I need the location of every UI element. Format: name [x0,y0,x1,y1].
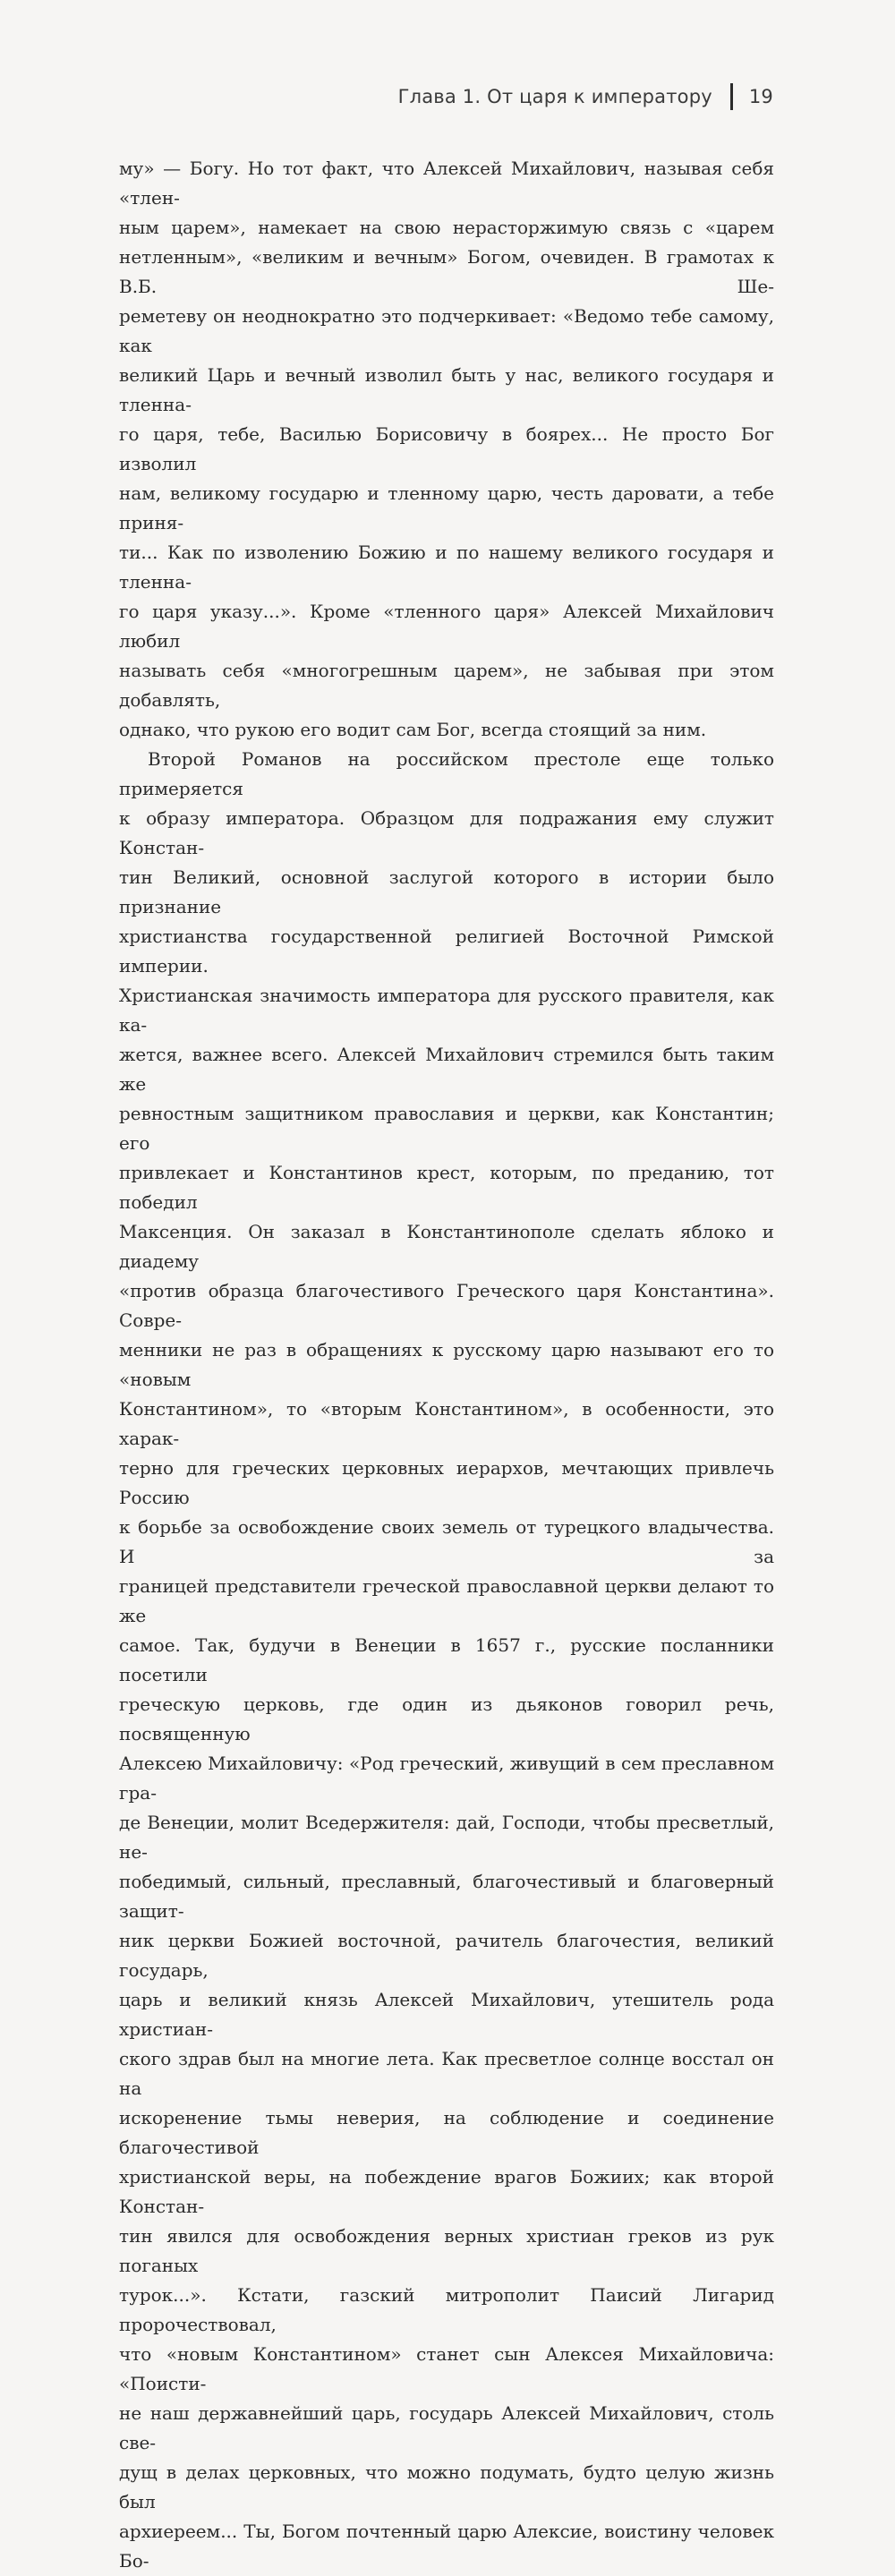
text-line: искоренение тьмы неверия, на соблюдение и соединение благочестивой [119,2107,774,2158]
text-line: христианства государственной религией Восточной Римской империи. [119,925,774,977]
text-line: однако, что рукою его водит сам Бог, всегда стоящий за ним. [119,719,707,740]
text-line: реметеву он неоднократно это подчеркивает: «Ведомо тебе самому, как [119,305,774,356]
text-line: дущ в делах церковных, что можно подумать, будто целую жизнь был [119,2461,774,2512]
text-line: границей представители греческой православной церкви делают то же [119,1575,774,1626]
text-line: Алексею Михайловичу: «Род греческий, живущий в сем преславном гра- [119,1753,774,1804]
text-line: нам, великому государю и тленному царю, честь даровати, а тебе приня- [119,482,774,533]
text-line: менники не раз в обращениях к русскому царю называют его то «новым [119,1339,774,1390]
text-line: го царя указу...». Кроме «тленного царя» Алексей Михайлович любил [119,601,774,652]
text-line: ник церкви Божией восточной, рачитель благочестия, великий государь, [119,1930,774,1981]
running-head [398,83,773,110]
header-separator [730,83,733,110]
text-line: не наш державнейший царь, государь Алексей Михайлович, столь све- [119,2402,774,2453]
text-line: великий Царь и вечный изволил быть у нас, великого государя и тленна- [119,364,774,415]
text-line: к борьбе за освобождение своих земель от турецкого владычества. И за [119,1516,774,1567]
text-line: привлекает и Константинов крест, которым, по преданию, тот победил [119,1162,774,1213]
text-line: ти... Как по изволению Божию и по нашему великого государя и тленна- [119,542,774,593]
text-line: архиереем... Ты, Богом почтенный царю Алексие, воистину человек Бо- [119,2521,774,2572]
text-line: Христианская значимость императора для русского правителя, как ка- [119,985,774,1036]
text-line: самое. Так, будучи в Венеции в 1657 г., русские посланники посетили [119,1634,774,1685]
text-line: де Венеции, молит Вседержителя: дай, Господи, чтобы пресветлый, не- [119,1812,774,1863]
text-line: Второй Романов на российском престоле еще только примеряется [119,748,774,799]
text-line: тин явился для освобождения верных христиан греков из рук поганых [119,2225,774,2276]
text-line: терно для греческих церковных иерархов, мечтающих привлечь Россию [119,1457,774,1508]
text-line: ревностным защитником православия и церкви, как Константин; его [119,1103,774,1154]
text-line: го царя, тебе, Василью Борисовичу в боярех... Не просто Бог изволил [119,423,774,474]
page-number: 19 [748,86,773,107]
text-line: нетленным», «великим и вечным» Богом, очевиден. В грамотах к В.Б. Ше- [119,246,774,297]
chapter-title: Глава 1. От царя к императору [397,86,712,107]
text-line: турок...». Кстати, газский митрополит Паисий Лигарид пророчествовал, [119,2284,774,2335]
text-line: что «новым Константином» станет сын Алексея Михайловича: «Поисти- [119,2343,774,2394]
text-line: к образу императора. Образцом для подражания ему служит Констан- [119,807,774,858]
text-line: называть себя «многогрешным царем», не забывая при этом добавлять, [119,660,774,711]
text-line: му» — Богу. Но тот факт, что Алексей Михайлович, называя себя «тлен- [119,158,774,209]
text-line: Константином», то «вторым Константином», в особенности, это харак- [119,1398,774,1449]
text-line: «против образца благочестивого Греческого царя Константина». Совре- [119,1280,774,1331]
text-line: царь и великий князь Алексей Михайлович, утешитель рода христиан- [119,1989,774,2040]
text-line: Максенция. Он заказал в Константинополе сделать яблоко и диадему [119,1221,774,1272]
text-line: тин Великий, основной заслугой которого в истории было признание [119,866,774,917]
body-text [119,154,774,2576]
text-line: жется, важнее всего. Алексей Михайлович стремился быть таким же [119,1044,774,1095]
text-line: ным царем», намекает на свою нерасторжимую связь с «царем [119,217,774,238]
text-line: греческую церковь, где один из дьяконов говорил речь, посвященную [119,1693,774,1744]
text-line: христианской веры, на побеждение врагов Божиих; как второй Констан- [119,2166,774,2217]
text-line: победимый, сильный, преславный, благочестивый и благоверный защит- [119,1871,774,1922]
text-line: ского здрав был на многие лета. Как пресветлое солнце восстал он на [119,2048,774,2099]
